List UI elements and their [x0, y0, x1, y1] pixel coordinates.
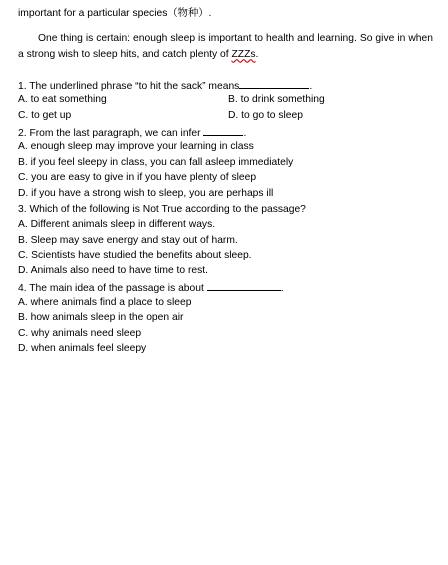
question-1-option-d: D. to go to sleep [228, 110, 303, 121]
question-3-option-a: A. Different animals sleep in different ways. [18, 219, 216, 230]
question-2-stem [18, 126, 246, 140]
intro-line: important for a particular species（物种）. [18, 8, 212, 19]
question-1-end: . [309, 81, 313, 92]
question-4-text: 4. The main idea of the passage is about [18, 283, 204, 294]
question-1-text: 1. The underlined phrase “to hit the sack” means [18, 81, 240, 92]
zzz-word: ZZZs [231, 48, 256, 60]
question-3-option-c: C. Scientists have studied the benefits about sleep. [18, 250, 252, 261]
question-2-text: 2. From the last paragraph, we can infer [18, 128, 201, 139]
question-4-option-d: D. when animals feel sleepy [18, 343, 147, 354]
question-2-option-b: B. if you feel sleepy in class, you can fall asleep immediately [18, 157, 294, 168]
question-3-option-b: B. Sleep may save energy and stay out of harm. [18, 235, 238, 246]
question-4-option-a: A. where animals find a place to sleep [18, 297, 192, 308]
passage-paragraph [18, 31, 433, 62]
question-3-option-d: D. Animals also need to have time to rest. [18, 265, 209, 276]
question-2-end: . [243, 128, 247, 139]
question-1-option-b: B. to drink something [228, 94, 325, 105]
answer-blank [239, 79, 309, 89]
question-4-end: . [280, 283, 284, 294]
question-3-stem: 3. Which of the following is Not True according to the passage? [18, 204, 306, 215]
paragraph-end: . [255, 48, 259, 60]
question-4-option-b: B. how animals sleep in the open air [18, 312, 184, 323]
answer-blank [207, 281, 281, 291]
question-1-stem [18, 79, 312, 93]
question-2-option-c: C. you are easy to give in if you have plenty of sleep [18, 172, 257, 183]
question-1-option-c: C. to get up [18, 110, 72, 121]
question-1-option-a: A. to eat something [18, 94, 107, 105]
question-4-stem [18, 281, 284, 295]
question-2-option-d: D. if you have a strong wish to sleep, you are perhaps ill [18, 188, 274, 199]
question-2-option-a: A. enough sleep may improve your learning in class [18, 141, 254, 152]
question-4-option-c: C. why animals need sleep [18, 328, 142, 339]
paragraph-text: One thing is certain: enough sleep is important to health and learning. So give in when a strong wish to sleep hits, and catch plenty of [18, 33, 433, 60]
answer-blank [203, 126, 243, 136]
